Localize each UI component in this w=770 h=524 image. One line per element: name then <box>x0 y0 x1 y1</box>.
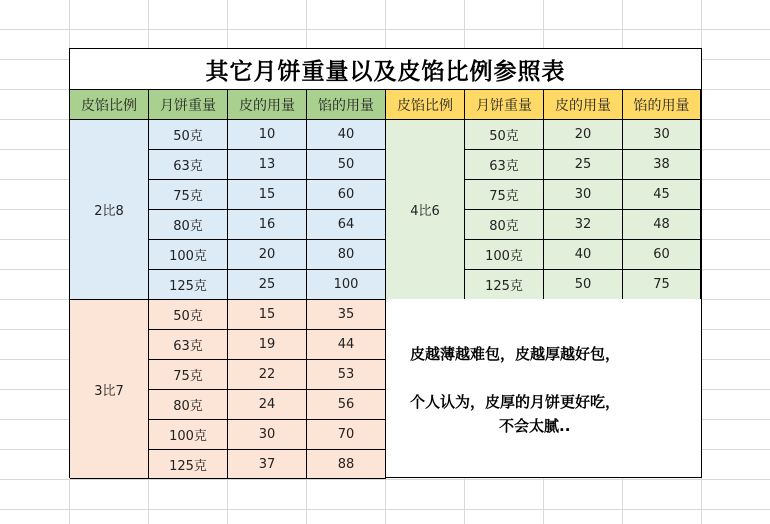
column-header: 馅的用量 <box>307 90 386 120</box>
table-cell: 16 <box>228 210 307 240</box>
table-cell: 37 <box>228 450 307 479</box>
ratio-cell: 3比7 <box>70 300 149 479</box>
table-cell: 48 <box>623 210 701 240</box>
column-header: 月饼重量 <box>149 90 228 120</box>
table-cell: 125克 <box>465 270 544 300</box>
table-cell: 30 <box>228 420 307 450</box>
table-cell: 125克 <box>149 450 228 479</box>
column-header: 馅的用量 <box>623 90 701 120</box>
table-cell: 100克 <box>465 240 544 270</box>
table-cell: 80克 <box>465 210 544 240</box>
table-cell: 64 <box>307 210 386 240</box>
table-cell: 13 <box>228 150 307 180</box>
table-cell: 63克 <box>149 330 228 360</box>
table-cell: 40 <box>544 240 623 270</box>
table-cell: 63克 <box>465 150 544 180</box>
table-cell: 44 <box>307 330 386 360</box>
table-cell: 63克 <box>149 150 228 180</box>
table-cell: 50 <box>307 150 386 180</box>
table-cell: 25 <box>544 150 623 180</box>
table-cell: 32 <box>544 210 623 240</box>
table-cell: 22 <box>228 360 307 390</box>
table-cell: 70 <box>307 420 386 450</box>
table-title: 其它月饼重量以及皮馅比例参照表 <box>70 49 701 90</box>
table-cell: 88 <box>307 450 386 479</box>
note-line-1: 皮越薄越难包，皮越厚越好包， <box>410 345 621 363</box>
table-cell: 35 <box>307 300 386 330</box>
table-cell: 15 <box>228 180 307 210</box>
table-cell: 30 <box>544 180 623 210</box>
table-cell: 24 <box>228 390 307 420</box>
table-cell: 56 <box>307 390 386 420</box>
table-cell: 15 <box>228 300 307 330</box>
table-cell: 125克 <box>149 270 228 300</box>
table-cell: 53 <box>307 360 386 390</box>
table-cell: 100 <box>307 270 386 300</box>
table-cell: 75 <box>623 270 701 300</box>
column-header: 皮馅比例 <box>386 90 465 120</box>
table-cell: 25 <box>228 270 307 300</box>
column-header: 皮的用量 <box>544 90 623 120</box>
table-cell: 38 <box>623 150 701 180</box>
column-header: 月饼重量 <box>465 90 544 120</box>
note-line-3: 不会太腻.. <box>499 417 571 435</box>
table-cell: 75克 <box>465 180 544 210</box>
table-cell: 75克 <box>149 360 228 390</box>
table-cell: 50克 <box>149 120 228 150</box>
table-cell: 30 <box>623 120 701 150</box>
ratio-cell: 2比8 <box>70 120 149 300</box>
table-cell: 50克 <box>149 300 228 330</box>
table-cell: 100克 <box>149 240 228 270</box>
table-cell: 60 <box>307 180 386 210</box>
table-cell: 50 <box>544 270 623 300</box>
ratio-cell: 4比6 <box>386 120 465 300</box>
table-cell: 20 <box>228 240 307 270</box>
column-header: 皮的用量 <box>228 90 307 120</box>
table-cell: 80克 <box>149 210 228 240</box>
table-cell: 80克 <box>149 390 228 420</box>
table-cell: 50克 <box>465 120 544 150</box>
table-cell: 20 <box>544 120 623 150</box>
table-cell: 60 <box>623 240 701 270</box>
note-line-2: 个人认为，皮厚的月饼更好吃， <box>410 393 621 411</box>
table-cell: 19 <box>228 330 307 360</box>
table-cell: 100克 <box>149 420 228 450</box>
table-cell: 75克 <box>149 180 228 210</box>
table-cell: 45 <box>623 180 701 210</box>
note-box <box>386 299 701 477</box>
table-cell: 10 <box>228 120 307 150</box>
column-header: 皮馅比例 <box>70 90 149 120</box>
table-cell: 40 <box>307 120 386 150</box>
reference-table <box>69 48 702 478</box>
table-cell: 80 <box>307 240 386 270</box>
